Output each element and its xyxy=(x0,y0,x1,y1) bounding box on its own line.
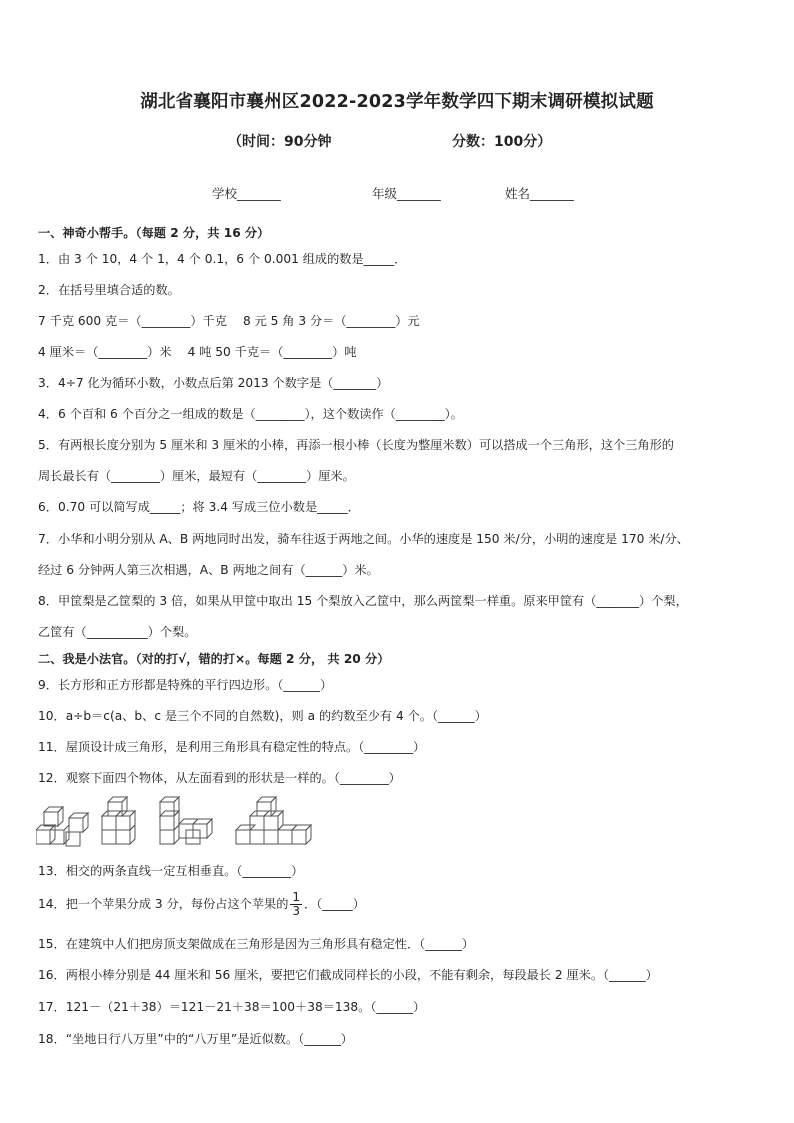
question-5-line-2: 周长最长有（________）厘米，最短有（________）厘米。 xyxy=(38,469,355,483)
cube-figure-4 xyxy=(236,797,311,844)
question-16: 16．两根小棒分别是 44 厘米和 56 厘米，要把它们截成同样长的小段，不能有剩余，每段最长 2 厘米。（______） xyxy=(38,968,658,982)
cube-figure-1 xyxy=(36,807,88,846)
question-14 xyxy=(38,891,365,918)
question-7-line-2: 经过 6 分钟两人第三次相遇，A、B 两地之间有（______）米。 xyxy=(38,563,379,577)
section-2-heading: 二、我是小法官。（对的打√，错的打×。每题 2 分， 共 20 分） xyxy=(38,652,390,666)
question-18: 18．“坐地日行八万里”中的“八万里”是近似数。（______） xyxy=(38,1032,353,1046)
grade-field: 年级_______ xyxy=(372,186,441,201)
question-2: 2．在括号里填合适的数。 xyxy=(38,283,180,297)
fraction-numerator: 1 xyxy=(292,890,301,904)
name-field: 姓名_______ xyxy=(505,186,574,201)
question-9: 9．长方形和正方形都是特殊的平行四边形。（______） xyxy=(38,678,333,692)
question-14-text: 14．把一个苹果分成 3 分，每份占这个苹果的 xyxy=(38,897,289,911)
question-17: 17．121－（21＋38）＝121－21＋38＝100＋38＝138。（______） xyxy=(38,1000,426,1014)
question-12: 12．观察下面四个物体，从左面看到的形状是一样的。（________） xyxy=(38,771,401,785)
question-1: 1．由 3 个 10，4 个 1，4 个 0.1，6 个 0.001 组成的数是_____． xyxy=(38,252,407,266)
fraction-one-third xyxy=(290,891,302,918)
question-2b: 4 厘米＝（________）米 4 吨 50 千克＝（________）吨 xyxy=(38,345,357,359)
total-score: 分数：100分） xyxy=(452,134,552,150)
page-title: 湖北省襄阳市襄州区2022-2023学年数学四下期末调研模拟试题 xyxy=(140,92,654,112)
question-3: 3．4÷7 化为循环小数，小数点后第 2013 个数字是（_______） xyxy=(38,376,389,390)
question-13: 13．相交的两条直线一定互相垂直。（________） xyxy=(38,864,304,878)
question-11: 11．屋顶设计成三角形，是利用三角形具有稳定性的特点。（________） xyxy=(38,740,426,754)
cube-figure-3 xyxy=(160,797,212,844)
question-15: 15．在建筑中人们把房顶支架做成在三角形是因为三角形具有稳定性．（______） xyxy=(38,937,474,951)
question-10: 10．a÷b＝c(a、b、c 是三个不同的自然数)，则 a 的约数至少有 4 个。（______） xyxy=(38,709,487,723)
question-8-line-2: 乙筐有（__________）个梨。 xyxy=(38,625,197,639)
school-field: 学校_______ xyxy=(212,186,281,201)
cube-figures xyxy=(36,794,326,852)
question-4: 4．6 个百和 6 个百分之一组成的数是（________），这个数读作（________）。 xyxy=(38,407,463,421)
question-2a: 7 千克 600 克＝（________）千克 8 元 5 角 3 分＝（________）元 xyxy=(38,314,420,328)
fraction-denominator: 3 xyxy=(292,904,301,918)
cube-figure-2 xyxy=(102,797,135,844)
question-6: 6．0.70 可以简写成_____；将 3.4 写成三位小数是_____． xyxy=(38,500,360,514)
question-14-answer: ．（_____） xyxy=(304,897,365,911)
question-7-line-1: 7．小华和小明分别从 A、B 两地同时出发，骑车往返于两地之间。小华的速度是 150 米/分，小明的速度是 170 米/分、 xyxy=(38,532,689,546)
time-limit: （时间：90分钟 xyxy=(228,134,332,150)
question-8-line-1: 8．甲筐梨是乙筐梨的 3 倍，如果从甲筐中取出 15 个梨放入乙筐中，那么两筐梨一样重。原来甲筐有（_______）个梨， xyxy=(38,594,688,608)
section-1-heading: 一、神奇小帮手。（每题 2 分，共 16 分） xyxy=(38,226,270,240)
question-5-line-1: 5．有两根长度分别为 5 厘米和 3 厘米的小棒，再添一根小棒（长度为整厘米数）可以搭成一个三角形，这个三角形的 xyxy=(38,438,674,452)
